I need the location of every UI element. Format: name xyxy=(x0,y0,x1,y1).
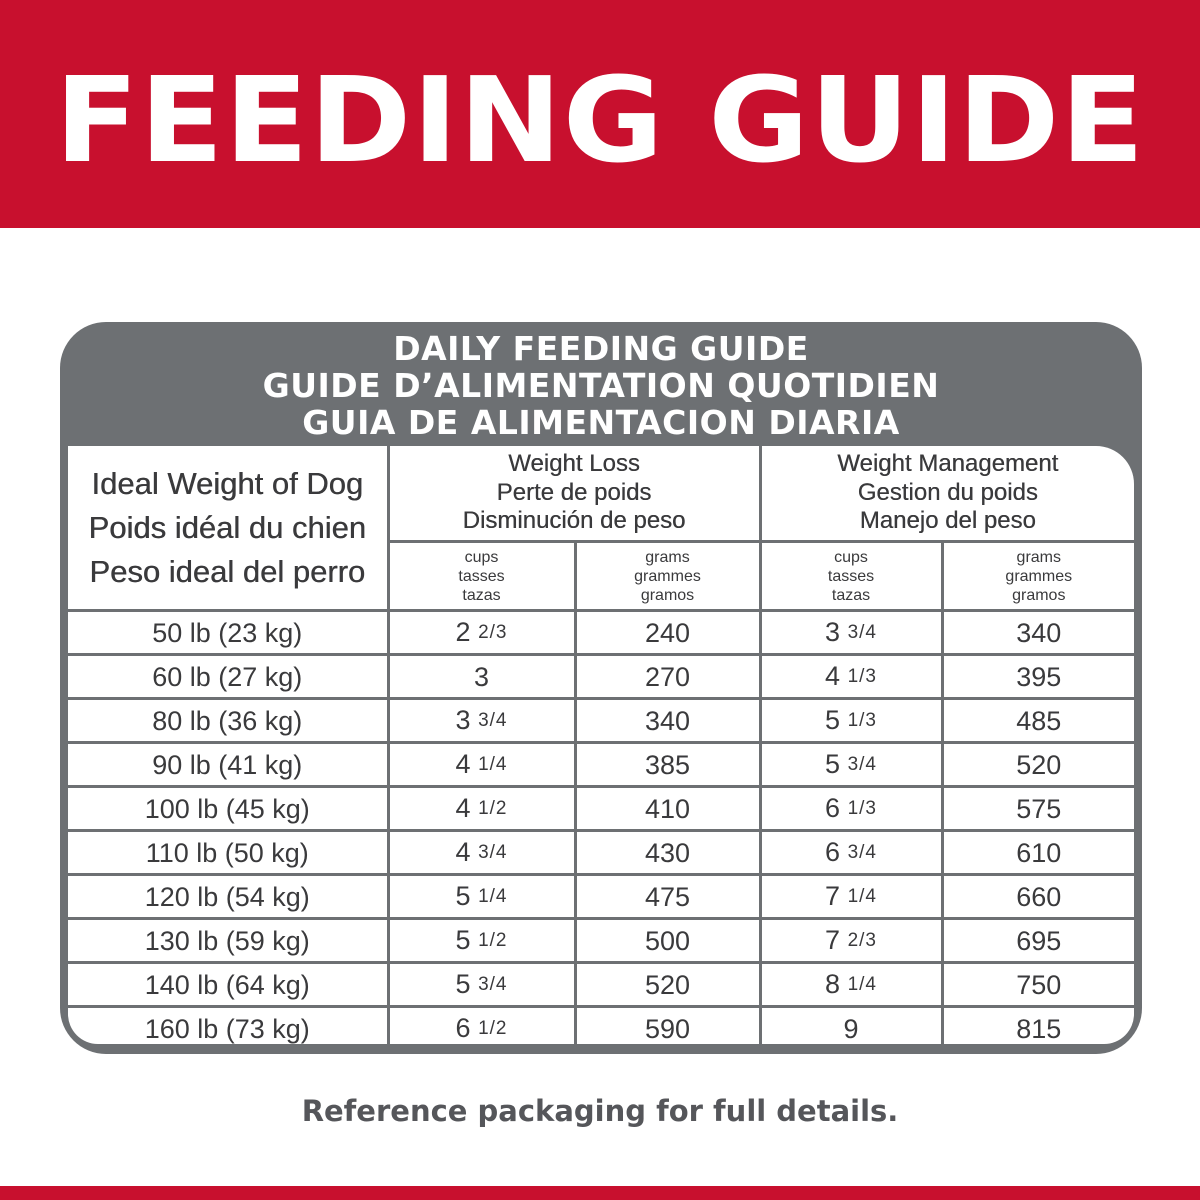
cell-management-grams: 815 xyxy=(942,1007,1134,1045)
header-line: Weight Management xyxy=(837,450,1059,478)
column-header-weight-loss xyxy=(388,446,760,542)
cups-whole: 7 xyxy=(825,925,841,955)
cups-whole: 3 xyxy=(473,661,490,692)
unit-line: grams xyxy=(645,548,690,566)
cell-loss-cups xyxy=(388,743,575,787)
cell-management-cups xyxy=(760,655,942,699)
cell-management-cups xyxy=(760,831,942,875)
cups-whole: 6 xyxy=(825,837,841,867)
table-row xyxy=(68,699,1134,743)
unit-line: tazas xyxy=(831,586,871,604)
bottom-bar xyxy=(0,1186,1200,1200)
cups-fraction: 3/4 xyxy=(847,754,877,775)
cups-whole: 3 xyxy=(825,617,841,647)
table-row xyxy=(68,875,1134,919)
cell-management-cups xyxy=(760,919,942,963)
table-heading-en: DAILY FEEDING GUIDE xyxy=(393,329,809,368)
cups-fraction: 1/2 xyxy=(478,930,508,951)
cell-weight: 80 lb (36 kg) xyxy=(68,699,388,743)
cell-weight: 60 lb (27 kg) xyxy=(68,655,388,699)
cell-loss-cups xyxy=(388,1007,575,1045)
unit-line: cups xyxy=(464,548,499,566)
unit-line: grammes xyxy=(1005,567,1073,585)
cell-loss-cups xyxy=(388,699,575,743)
table-row xyxy=(68,611,1134,655)
unit-line: cups xyxy=(834,548,868,566)
cell-loss-cups xyxy=(388,919,575,963)
unit-header-cups xyxy=(760,542,942,611)
cell-weight: 140 lb (64 kg) xyxy=(68,963,388,1007)
cups-fraction: 2/3 xyxy=(847,930,877,951)
cups-fraction: 1/4 xyxy=(847,886,877,907)
cups-whole: 2 xyxy=(455,617,471,647)
cell-weight: 160 lb (73 kg) xyxy=(68,1007,388,1045)
header-line: Peso ideal del perro xyxy=(89,553,366,589)
cell-management-grams: 610 xyxy=(942,831,1134,875)
cell-loss-grams: 430 xyxy=(575,831,760,875)
header-banner xyxy=(0,0,1200,228)
cell-weight: 110 lb (50 kg) xyxy=(68,831,388,875)
cell-management-cups xyxy=(760,875,942,919)
cups-fraction: 3/4 xyxy=(478,974,508,995)
unit-line: tasses xyxy=(458,567,505,585)
cell-management-grams: 520 xyxy=(942,743,1134,787)
cups-fraction: 1/4 xyxy=(478,886,508,907)
column-header-weight xyxy=(68,446,388,611)
table-row xyxy=(68,743,1134,787)
cups-whole: 5 xyxy=(455,969,471,999)
cell-loss-cups xyxy=(388,875,575,919)
table-body xyxy=(68,611,1134,1045)
cell-management-cups xyxy=(760,611,942,655)
cups-whole: 5 xyxy=(825,705,841,735)
cell-loss-cups xyxy=(388,787,575,831)
cups-fraction: 1/4 xyxy=(478,754,508,775)
cups-whole: 4 xyxy=(455,793,471,823)
cell-management-cups xyxy=(760,699,942,743)
cell-loss-grams: 270 xyxy=(575,655,760,699)
cups-whole: 4 xyxy=(455,837,471,867)
cell-management-grams: 695 xyxy=(942,919,1134,963)
table-row xyxy=(68,655,1134,699)
cups-fraction: 3/4 xyxy=(847,622,877,643)
table-row xyxy=(68,831,1134,875)
cups-whole: 7 xyxy=(825,881,841,911)
cell-management-cups xyxy=(760,1007,942,1045)
unit-header-grams xyxy=(575,542,760,611)
header-line: Gestion du poids xyxy=(857,478,1038,506)
page-title: FEEDING GUIDE xyxy=(54,51,1146,189)
cell-loss-grams: 520 xyxy=(575,963,760,1007)
unit-line: gramos xyxy=(640,586,695,604)
cell-loss-grams: 240 xyxy=(575,611,760,655)
cups-whole: 8 xyxy=(825,969,841,999)
cups-fraction: 2/3 xyxy=(478,622,508,643)
cell-weight: 130 lb (59 kg) xyxy=(68,919,388,963)
cell-management-cups xyxy=(760,963,942,1007)
cups-fraction: 1/3 xyxy=(847,710,877,731)
table-row xyxy=(68,787,1134,831)
header-line: Ideal Weight of Dog xyxy=(91,465,364,501)
cups-fraction: 1/3 xyxy=(847,666,877,687)
unit-line: grams xyxy=(1016,548,1061,566)
cups-whole: 9 xyxy=(843,1013,859,1044)
cell-loss-cups xyxy=(388,611,575,655)
unit-header-cups xyxy=(388,542,575,611)
cell-loss-cups xyxy=(388,963,575,1007)
feeding-table-container xyxy=(68,446,1134,1044)
column-header-weight-management xyxy=(760,446,1134,542)
cups-fraction: 1/2 xyxy=(478,798,508,819)
cell-management-grams: 660 xyxy=(942,875,1134,919)
cell-management-grams: 750 xyxy=(942,963,1134,1007)
table-heading-es: GUIA DE ALIMENTACION DIARIA xyxy=(302,403,900,442)
cell-loss-grams: 590 xyxy=(575,1007,760,1045)
cell-loss-cups xyxy=(388,831,575,875)
cups-whole: 3 xyxy=(455,705,471,735)
cell-loss-cups xyxy=(388,655,575,699)
cups-whole: 5 xyxy=(455,925,471,955)
cell-weight: 100 lb (45 kg) xyxy=(68,787,388,831)
unit-line: tazas xyxy=(462,586,501,604)
cups-fraction: 3/4 xyxy=(478,710,508,731)
cell-management-cups xyxy=(760,743,942,787)
cups-whole: 4 xyxy=(825,661,841,691)
table-row xyxy=(68,963,1134,1007)
feeding-table xyxy=(68,446,1134,1044)
cups-whole: 6 xyxy=(825,793,841,823)
footer-note: Reference packaging for full details. xyxy=(301,1094,899,1128)
cell-loss-grams: 475 xyxy=(575,875,760,919)
header-line: Perte de poids xyxy=(496,478,652,506)
table-row xyxy=(68,1007,1134,1045)
cups-fraction: 1/4 xyxy=(847,974,877,995)
cups-whole: 4 xyxy=(455,749,471,779)
cell-weight: 50 lb (23 kg) xyxy=(68,611,388,655)
cell-loss-grams: 500 xyxy=(575,919,760,963)
cups-whole: 5 xyxy=(455,881,471,911)
cell-management-grams: 395 xyxy=(942,655,1134,699)
cell-weight: 90 lb (41 kg) xyxy=(68,743,388,787)
cell-management-cups xyxy=(760,787,942,831)
cups-fraction: 3/4 xyxy=(847,842,877,863)
cell-management-grams: 340 xyxy=(942,611,1134,655)
cups-whole: 5 xyxy=(825,749,841,779)
header-line: Disminución de peso xyxy=(462,507,686,535)
unit-line: grammes xyxy=(634,567,701,585)
cups-whole: 6 xyxy=(455,1013,471,1043)
unit-header-grams xyxy=(942,542,1134,611)
unit-line: tasses xyxy=(827,567,875,585)
cell-management-grams: 485 xyxy=(942,699,1134,743)
cell-management-grams: 575 xyxy=(942,787,1134,831)
table-row xyxy=(68,919,1134,963)
cell-loss-grams: 410 xyxy=(575,787,760,831)
cups-fraction: 1/3 xyxy=(847,798,877,819)
unit-line: gramos xyxy=(1012,586,1066,604)
header-line: Poids idéal du chien xyxy=(88,509,366,545)
header-line: Manejo del peso xyxy=(859,507,1036,535)
cups-fraction: 3/4 xyxy=(478,842,508,863)
cups-fraction: 1/2 xyxy=(478,1018,508,1039)
cell-weight: 120 lb (54 kg) xyxy=(68,875,388,919)
table-heading-fr: GUIDE D’ALIMENTATION QUOTIDIEN xyxy=(262,366,940,405)
table-heading xyxy=(60,330,1142,441)
cell-loss-grams: 385 xyxy=(575,743,760,787)
header-line: Weight Loss xyxy=(508,450,640,478)
cell-loss-grams: 340 xyxy=(575,699,760,743)
